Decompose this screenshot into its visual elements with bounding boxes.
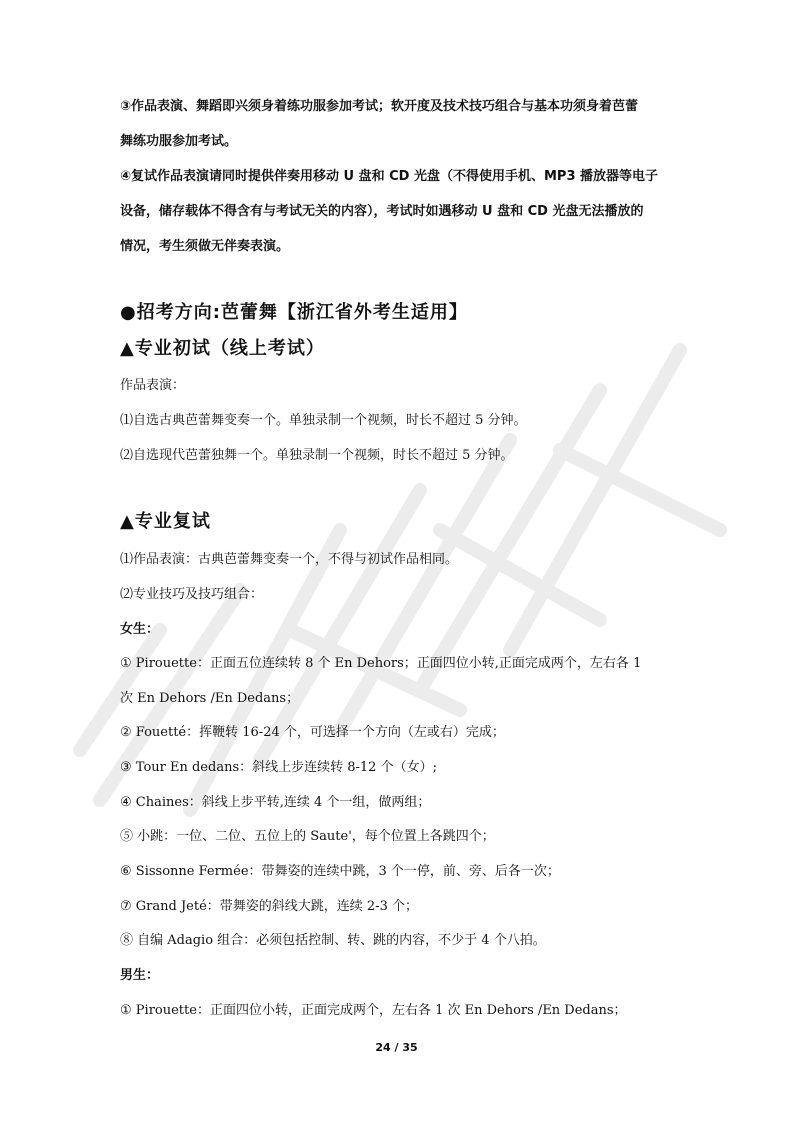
preliminary-item-1: ⑴自选古典芭蕾舞变奏一个。单独录制一个视频，时长不超过 5 分钟。 [120, 413, 527, 428]
male-label: 男生： [120, 968, 160, 983]
preliminary-item-2: ⑵自选现代芭蕾独舞一个。单独录制一个视频，时长不超过 5 分钟。 [120, 448, 514, 463]
female-item: 次 En Dehors /En Dedans； [120, 691, 300, 706]
note-line-2: 舞练功服参加考试。 [120, 134, 238, 149]
watermark-graphic [40, 330, 760, 830]
retest-title: ▲专业复试 [120, 511, 211, 532]
female-item: ⑦ Grand Jeté：带舞姿的斜线大跳，连续 2-3 个； [120, 899, 418, 914]
female-item: ① Pirouette：正面五位连续转 8 个 En Dehors；正面四位小转,正面完成两个，左右各 1 [120, 656, 642, 671]
direction-title: ●招考方向:芭蕾舞【浙江省外考生适用】 [120, 302, 468, 323]
retest-item-1: ⑴作品表演：古典芭蕾舞变奏一个，不得与初试作品相同。 [120, 552, 459, 567]
female-item: ② Fouetté：挥鞭转 16-24 个，可选择一个方向（左或右）完成； [120, 725, 505, 740]
male-item: ① Pirouette：正面四位小转，正面完成两个，左右各 1 次 En Dehors /En Dedans； [120, 1003, 627, 1018]
note-line-4: 设备，储存载体不得含有与考试无关的内容），考试时如遇移动 U 盘和 CD 光盘无法播放的 [120, 204, 644, 219]
preliminary-label: 作品表演： [120, 378, 186, 393]
note-line-3: ④复试作品表演请同时提供伴奏用移动 U 盘和 CD 光盘（不得使用手机、MP3 播放器等电子 [120, 169, 659, 184]
preliminary-title: ▲专业初试（线上考试） [120, 338, 325, 359]
note-line-1: ③作品表演、舞蹈即兴须身着练功服参加考试；软开度及技术技巧组合与基本功须身着芭蕾 [120, 99, 639, 114]
retest-item-2: ⑵专业技巧及技巧组合： [120, 587, 264, 602]
note-line-5: 情况，考生须做无伴奏表演。 [120, 239, 290, 254]
female-label: 女生： [120, 622, 160, 637]
page-number: 24 / 35 [375, 1041, 418, 1054]
female-item: ③ Tour En dedans：斜线上步连续转 8-12 个（女）; [120, 760, 437, 775]
female-item: ⑥ Sissonne Fermée：带舞姿的连续中跳，3 个一停，前、旁、后各一次； [120, 864, 560, 879]
female-item: ⑧ 自编 Adagio 组合：必须包括控制、转、跳的内容，不少于 4 个八拍。 [120, 933, 546, 948]
female-item: ④ Chaines：斜线上步平转,连续 4 个一组，做两组； [120, 795, 431, 810]
female-item: ⑤ 小跳：一位、二位、五位上的 Saute'，每个位置上各跳四个； [120, 829, 495, 844]
